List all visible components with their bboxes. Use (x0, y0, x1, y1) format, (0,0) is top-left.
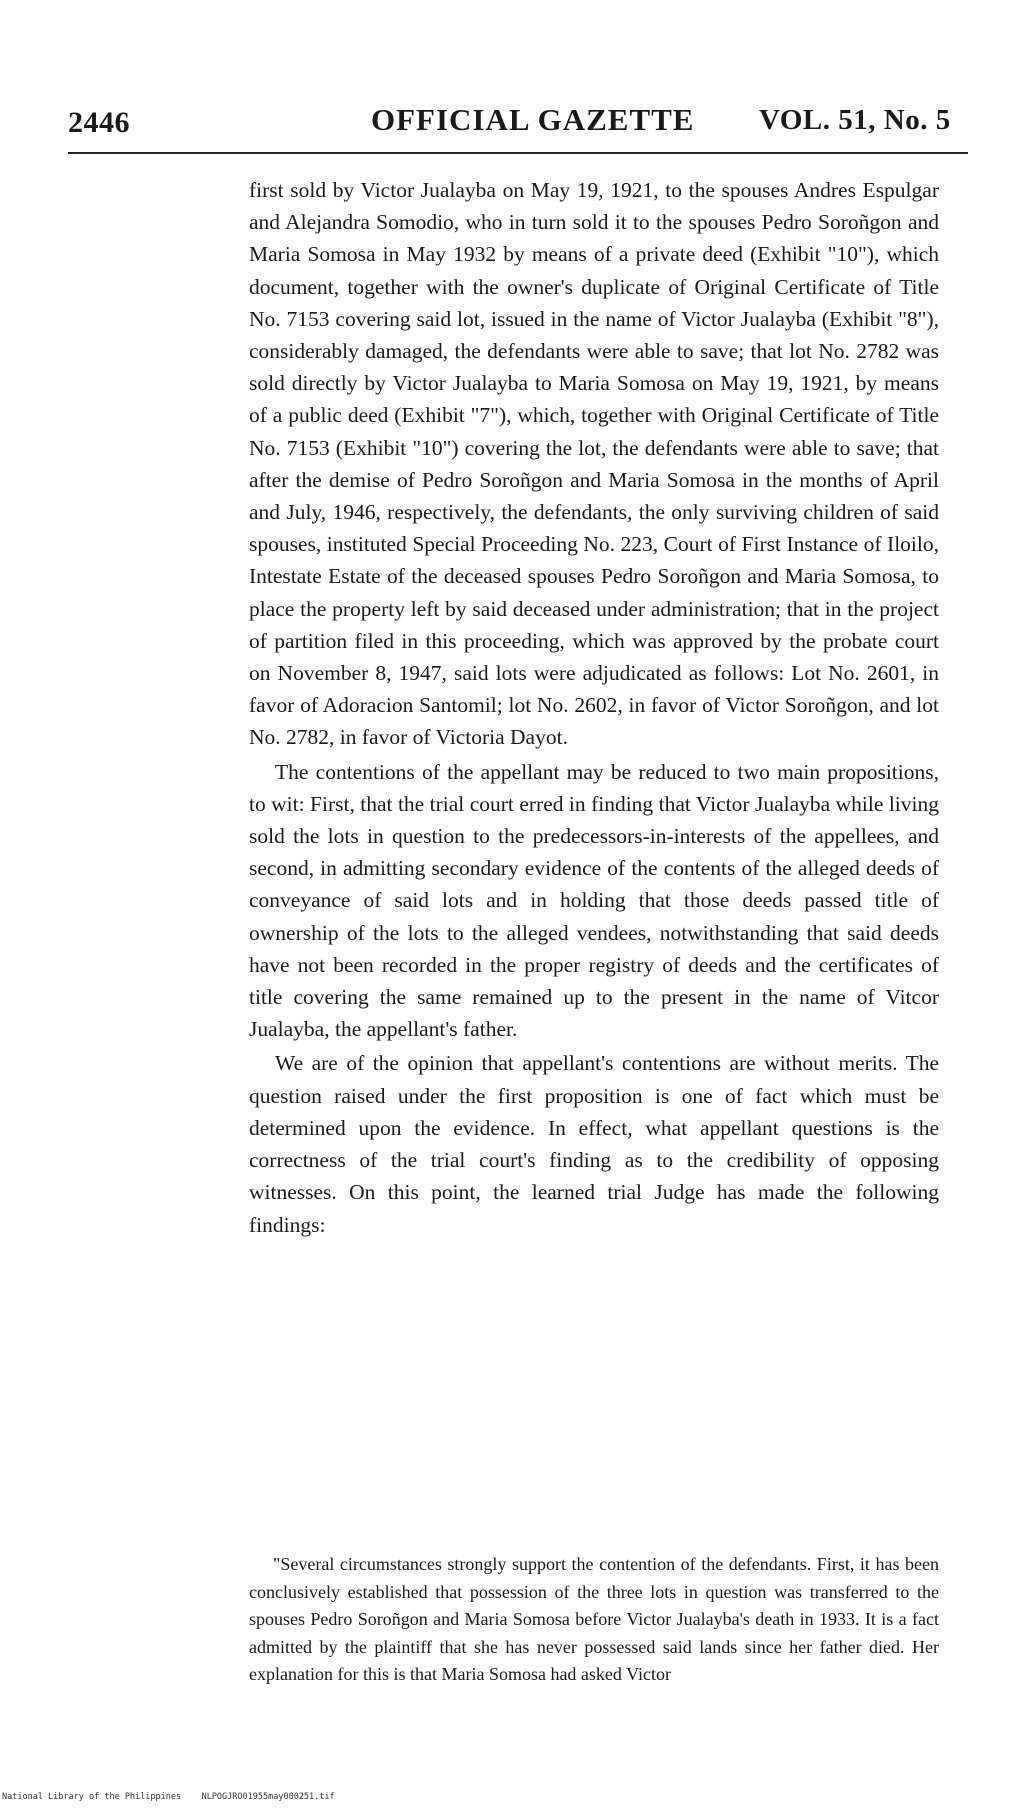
quote-paragraph: "Several circumstances strongly support the contention of the defendants. First, it has been conclusively established that possession of the three lots in question was transferred to the spouses Pedro Soroñgon and Maria Somosa before Victor Jualayba's death in 1933. It is a fact admitted by the plaintiff that she has never possessed said lands since her father died. Her explanation for this is that Maria Somosa had asked Victor (249, 1554, 939, 1685)
paragraph-opinion: We are of the opinion that appellant's contentions are without merits. The question raised under the first proposition is one of fact which must be determined upon the evidence. In effect, what appellant questions is the correctness of the trial court's finding as to the credibility of opposing witnesses. On this point, the learned trial Judge has made the following findings: (249, 1051, 939, 1237)
main-text (249, 174, 939, 1241)
paragraph-facts: first sold by Victor Jualayba on May 19, 1921, to the spouses Andres Espulgar and Alejandra Somodio, who in turn sold it to the spouses Pedro Soroñgon and Maria Somosa in May 1932 by means of a private deed (Exhibit "10"), which document, together with the owner's duplicate of Original Certificate of Title No. 7153 covering said lot, issued in the name of Victor Jualayba (Exhibit "8"), considerably damaged, the defendants were able to save; that lot No. 2782 was sold directly by Victor Jualayba to Maria Somosa on May 19, 1921, by means of a public deed (Exhibit "7"), which, together with Original Certificate of Title No. 7153 (Exhibit "10") covering the lot, the defendants were able to save; that after the demise of Pedro Soroñgon and Maria Somosa in the months of April and July, 1946, respectively, the defendants, the only surviving children of said spouses, instituted Special Proceeding No. 223, Court of First Instance of Iloilo, Intestate Estate of the deceased spouses Pedro Soroñgon and Maria Somosa, to place the property left by said deceased under administration; that in the project of partition filed in this proceeding, which was approved by the probate court on November 8, 1947, said lots were adjudicated as follows: Lot No. 2601, in favor of Adoracion Santomil; lot No. 2602, in favor of Victor Soroñgon, and lot No. 2782, in favor of Victoria Dayot. (249, 178, 939, 750)
header-rule (68, 152, 968, 154)
page-header (68, 92, 968, 152)
paragraph-contentions: The contentions of the appellant may be reduced to two main propositions, to wit: First, that the trial court erred in finding that Victor Jualayba while living sold the lots in question to the predecessors-in-interests of the appellees, and second, in admitting secondary evidence of the contents of the alleged deeds of conveyance of said lots and in holding that those deeds passed title of ownership of the lots to the alleged vendees, notwithstanding that said deeds have not been recorded in the proper registry of deeds and the certificates of title covering the same remained up to the present in the name of Vitcor Jualayba, the appellant's father. (249, 759, 939, 1042)
volume-number: VOL. 51, No. 5 (759, 104, 951, 136)
scan-source-footer: National Library of the Philippines NLPOGJRO01955may000251.tif (2, 1792, 335, 1802)
page-number: 2446 (68, 106, 130, 139)
publication-title: OFFICIAL GAZETTE (371, 102, 695, 137)
quoted-findings (249, 1551, 939, 1689)
